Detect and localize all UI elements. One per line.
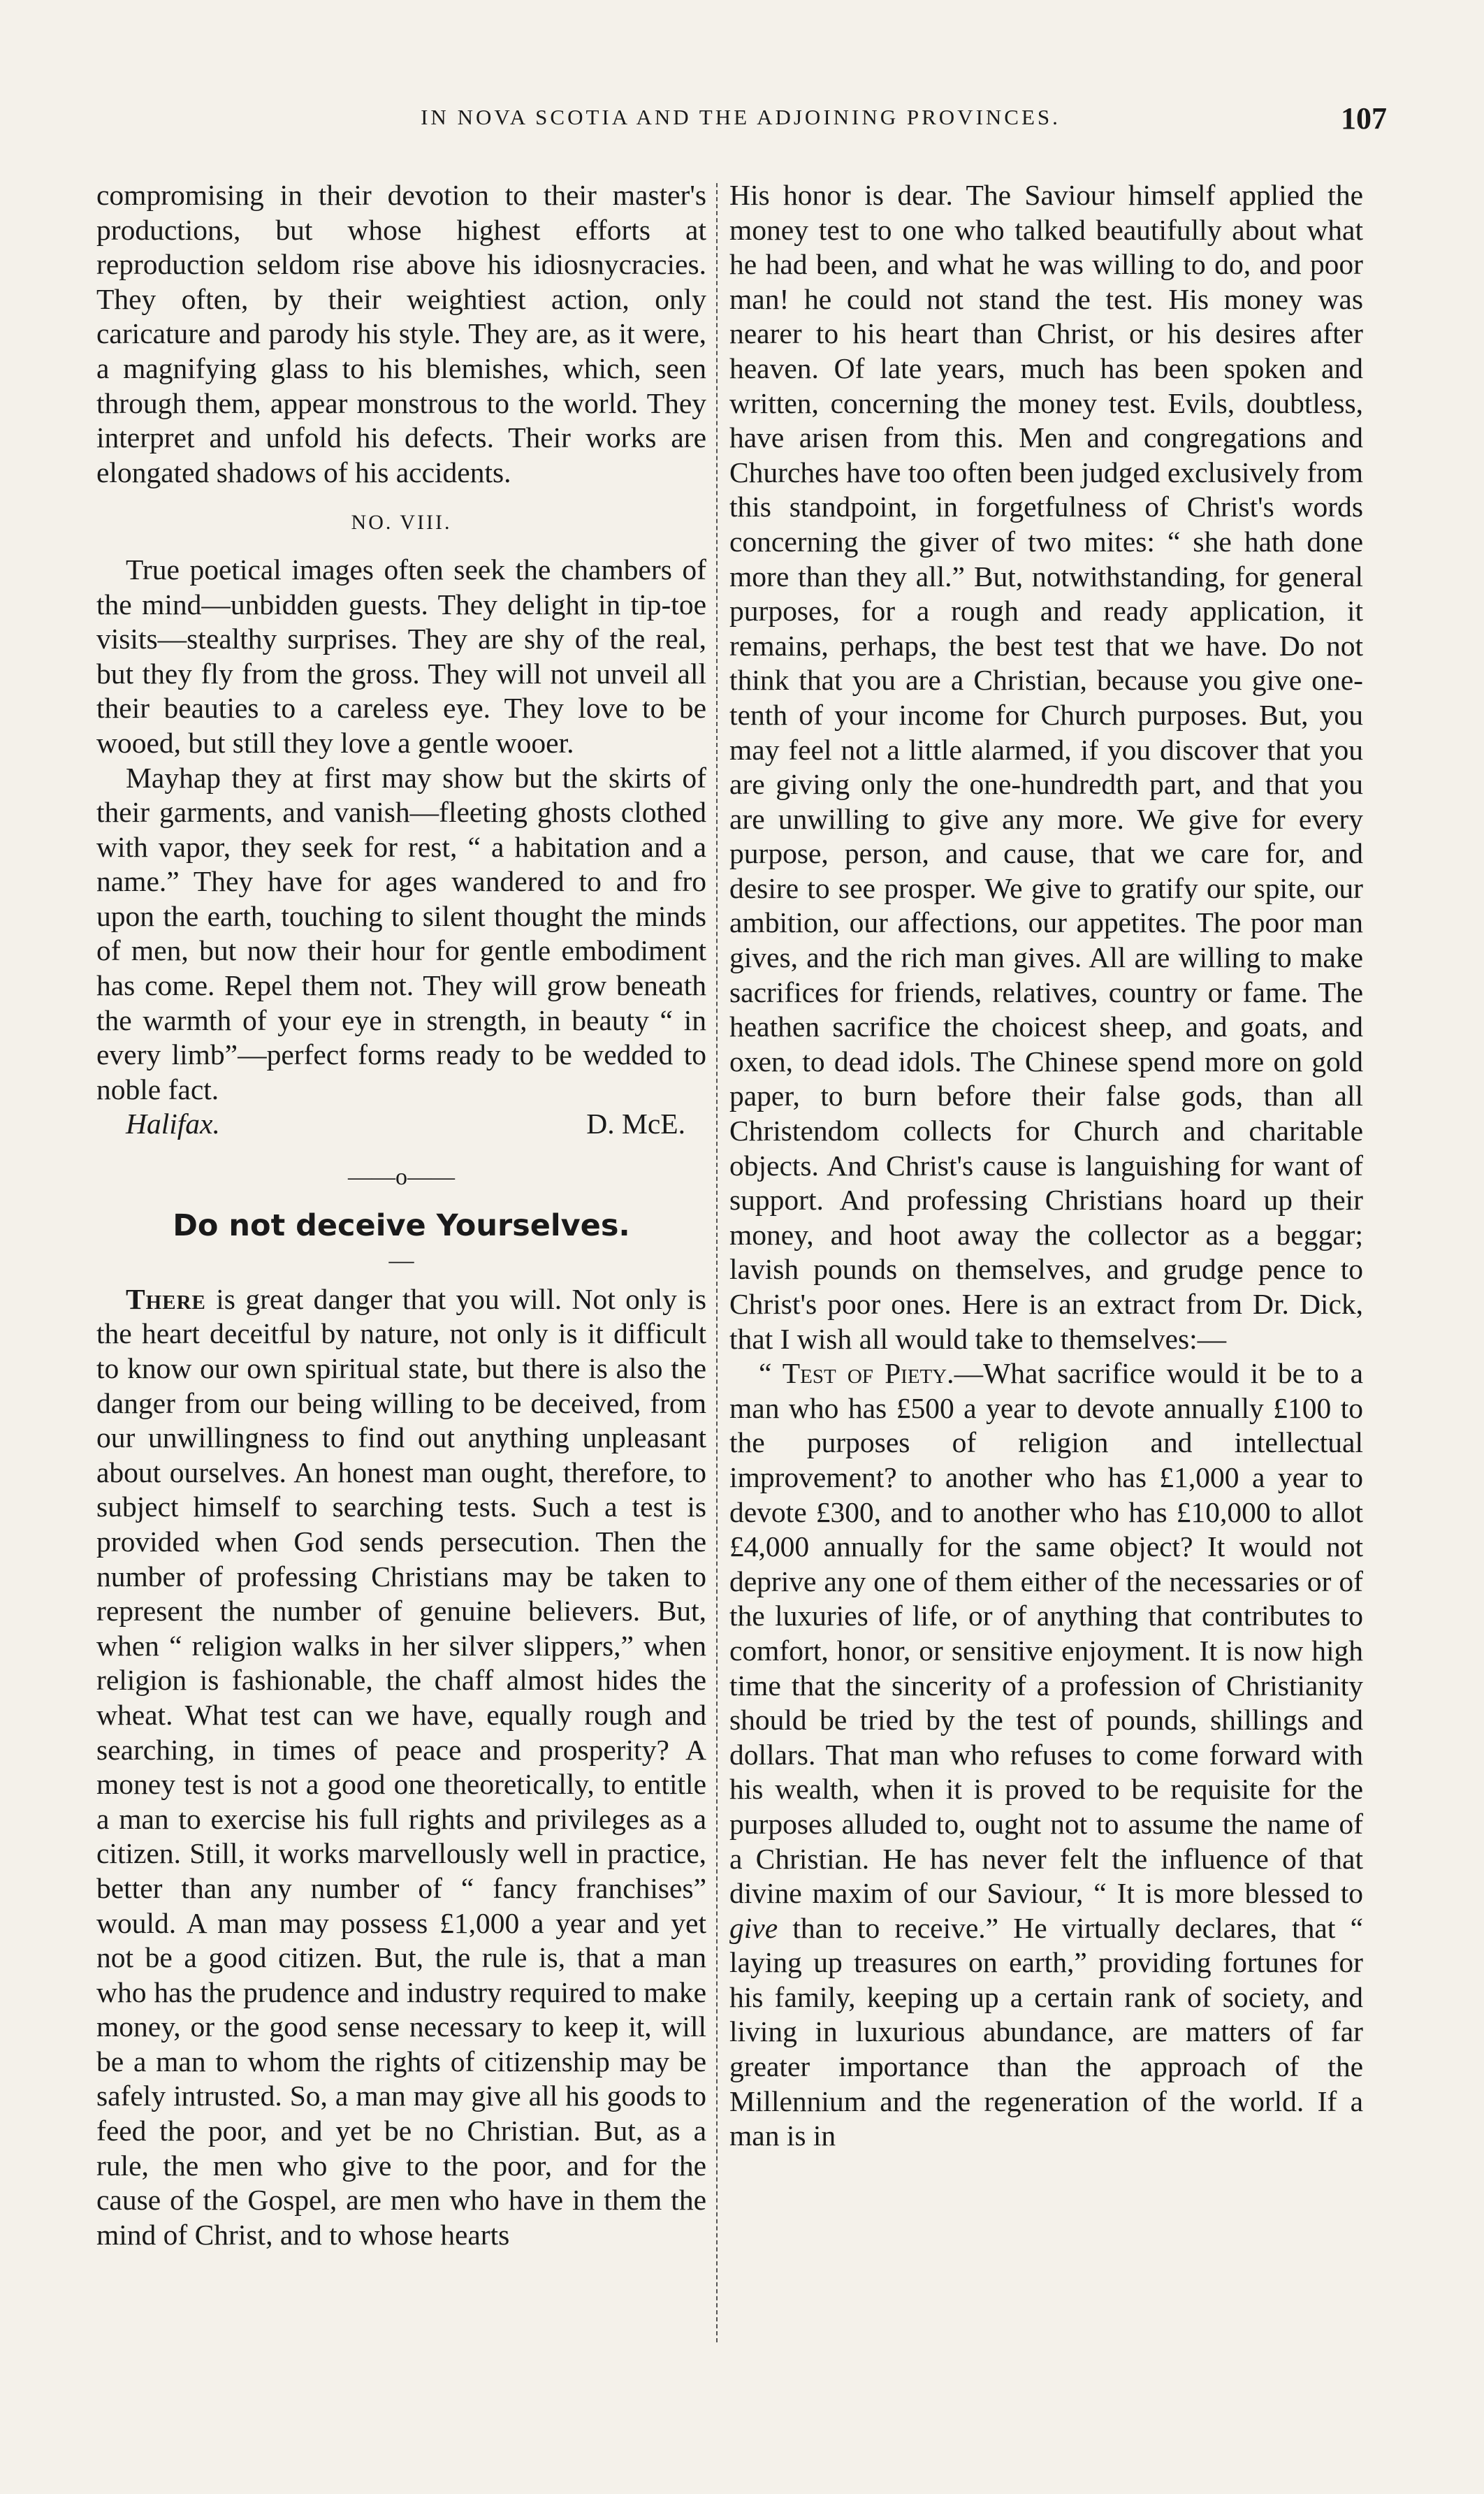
paragraph [729,1356,1363,2154]
signature [96,1107,706,1142]
page-number: 107 [1341,101,1387,136]
quote-lead: “ Test of Piety. [759,1357,954,1390]
title-dash: — [388,1246,414,1275]
right-column [729,178,1363,2358]
column-divider [716,183,718,2342]
paragraph [729,178,1363,1356]
paragraph [96,553,706,761]
paragraph-text: His honor is dear. The Saviour himself applied the money test to one who talked beautifully about what he had been, and what he was willing to do, and poor man! he could not stand the test. His money was nearer to his heart than Christ, or his desires after heaven. Of late years, much has been spoken and written, concerning the money test. Evils, doubtless, have arisen from this. Men and congregations and Churches have too often been judged exclusively from this standpoint, in forgetfulness of Christ's words concerning the giver of two mites: “ she hath done more than they all.” But, notwithstanding, for general purposes, for a rough and ready application, it remains, perhaps, the best test that we have. Do not think that you are a Christian, because you give one-tenth of your income for Church purposes. But, you may feel not a little alarmed, if you discover that you are giving only the one-hundredth part, and that you are unwilling to give any more. We give for every purpose, person, and cause, that we care for, and desire to see prosper. We give to gratify our spite, our ambition, our affections, our appetites. The poor man gives, and the rich man gives. All are willing to make sacrifices for friends, relatives, country or fame. The heathen sacrifice the choicest sheep, and goats, and oxen, to dead idols. The Chinese spend more on gold paper, to burn before their false gods, than all Christendom collects for Church and charitable objects. And Christ's cause is languishing for want of support. And professing Christians hoard up their money, and hoot away the collector as a beggar; lavish pounds on themselves, and grudge pence to Christ's poor ones. Here is an extract from Dr. Dick, that I wish all would take to themselves:— [729,179,1363,1355]
paragraph-text: True poetical images often seek the chambers of the mind—unbidden guests. They delight in tip-toe visits—stealthy surprises. They are shy of the real, but they fly from the gross. They will not unveil all their beauties to a careless eye. They love to be wooed, but still they love a gentle wooer. [96,553,706,759]
ornament-divider: ——o—— [348,1164,455,1191]
paragraph-text: than to receive.” He virtually declares, that “ laying up treasures on earth,” providing fortunes for his family, keeping up a certain rank of society, and living in luxurious abundance, are matters of far greater importance than the approach of the Millennium and the regeneration of the world. If a man is in [729,1911,1363,2152]
paragraph-text: is great danger that you will. Not only is the heart deceitful by nature, not only is it difficult to know our own spiritual state, but there is also the danger from our being willing to be deceived, from our unwillingness to find out anything unpleasant about ourselves. An honest man ought, therefore, to subject himself to searching tests. Such a test is provided when God sends persecution. Then the number of professing Christians may be taken to represent the number of genuine believers. But, when “ religion walks in her silver slippers,” when religion is fashionable, the chaff almost hides the wheat. What test can we have, equally rough and searching, in times of peace and prosperity? A money test is not a good one theoretically, to entitle a man to exercise his full rights and privileges as a citizen. Still, it works marvellously well in practice, better than any number of “ fancy franchises” would. A man may possess £1,000 a year and yet not be a good citizen. But, the rule is, that a man who has the prudence and industry required to make money, or the good sense necessary to keep it, will be a man to whom the rights of citizenship may be safely intrusted. So, a man may give all his goods to feed the poor, and yet be no Christian. But, as a rule, the men who give to the poor, and for the cause of the Gospel, are men who have in them the mind of Christ, and to whose hearts [96,1282,706,2251]
paragraph [96,178,706,490]
paragraph [96,1282,706,2253]
paragraph [96,761,706,1108]
page-header [94,101,1387,147]
emphasis: give [729,1911,778,1944]
section-number: NO. VIII. [351,511,452,535]
article-title: Do not deceive Yourselves. [173,1208,630,1243]
left-column [96,178,706,2358]
paragraph-text: Mayhap they at first may show but the skirts of their garments, and vanish—fleeting ghosts clothed with vapor, they seek for rest, “ a habitation and a name.” They have for ages wandered to and fro upon the earth, touching to silent thought the minds of men, but now their hour for gentle embodiment has come. Repel them not. They will grow beneath the warmth of your eye in strength, in beauty “ in every limb”—perfect forms ready to be wedded to noble fact. [96,761,706,1105]
signature-initials: D. McE. [586,1108,685,1140]
running-head: IN NOVA SCOTIA AND THE ADJOINING PROVINCES. [421,105,1061,129]
lead-word: There [126,1282,206,1315]
signature-place: Halifax. [126,1108,220,1140]
paragraph-text: —What sacrifice would it be to a man who has £500 a year to devote annually £100 to the purposes of religion and intellectual improvement? to another who has £1,000 a year to devote £300, and to another who has £10,000 to allot £4,000 annually for the same object? It would not deprive any one of them either of the necessaries or of the luxuries of life, or of anything that contributes to comfort, honor, or sensitive enjoyment. It is now high time that the sincerity of a profession of Christianity should be tried by the test of pounds, shillings and dollars. That man who refuses to come forward with his wealth, when it is proved to be requisite for the purposes alluded to, ought not to assume the name of a Christian. He has never felt the influence of that divine maxim of our Saviour, “ It is more blessed to [729,1357,1363,1910]
paragraph-text: compromising in their devotion to their master's productions, but whose highest efforts at reproduction seldom rise above his idiosnycracies. They often, by their weightiest action, only caricature and parody his style. They are, as it were, a magnifying glass to his blemishes, which, seen through them, appear monstrous to the world. They interpret and unfold his defects. Their works are elongated shadows of his accidents. [96,179,706,488]
